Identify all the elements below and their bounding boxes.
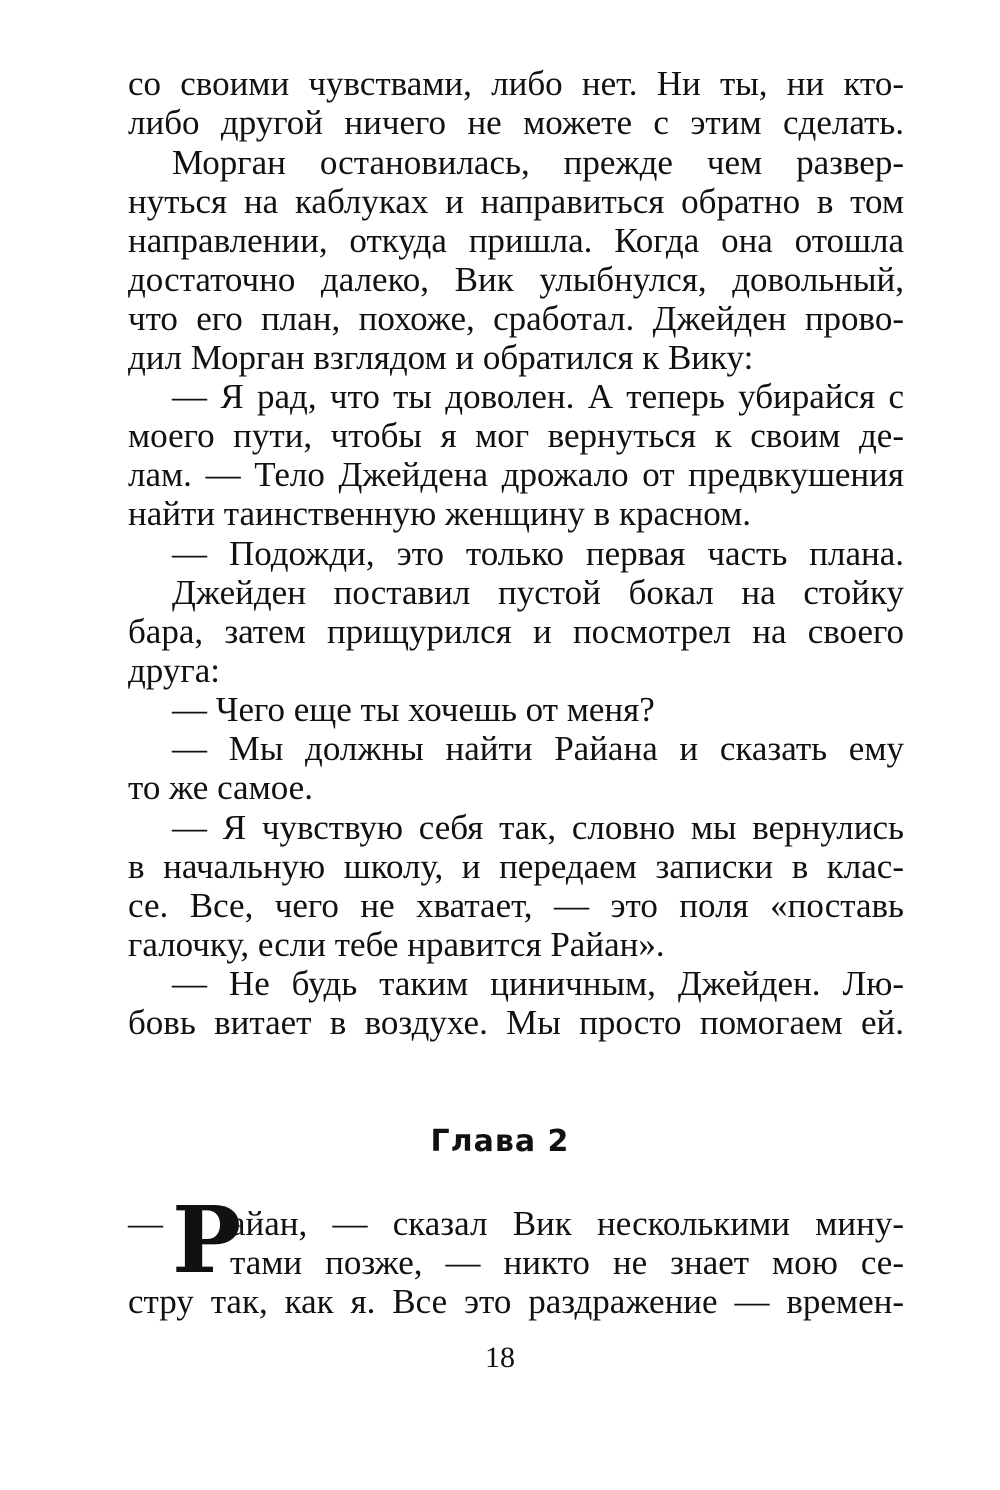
text-line: — Подожди, это только первая часть плана.	[172, 534, 904, 573]
text-line: дил Морган взглядом и обратился к Вику:	[128, 338, 754, 377]
text-line: друга:	[128, 651, 220, 690]
text-line: достаточно далеко, Вик улыбнулся, довольный,	[128, 260, 904, 299]
text-line: моего пути, чтобы я мог вернуться к своим де-	[128, 416, 904, 455]
page-number: 18	[485, 1341, 515, 1374]
text-line: тами позже, — никто не знает мою се-	[230, 1243, 904, 1282]
text-line: со своими чувствами, либо нет. Ни ты, ни кто-	[128, 64, 904, 103]
text-line: галочку, если тебе нравится Райан».	[128, 925, 665, 964]
text-line: — Не будь таким циничным, Джейден. Лю-	[172, 964, 904, 1003]
text-line: что его план, похоже, сработал. Джейден прово-	[128, 299, 904, 338]
text-line: стру так, как я. Все это раздражение — времен-	[128, 1282, 904, 1321]
text-line: — Я рад, что ты доволен. А теперь убирайся с	[172, 377, 904, 416]
text-line: — Мы должны найти Райана и сказать ему	[172, 729, 904, 768]
text-line: айан, — сказал Вик несколькими мину-	[230, 1204, 904, 1243]
text-line: бовь витает в воздухе. Мы просто помогаем ей.	[128, 1003, 904, 1042]
text-line: нуться на каблуках и направиться обратно в том	[128, 182, 904, 221]
text-line: се. Все, чего не хватает, — это поля «поставь	[128, 886, 904, 925]
text-line: — Я чувствую себя так, словно мы вернулись	[172, 808, 904, 847]
dialogue-dash: —	[128, 1204, 163, 1243]
text-line: в начальную школу, и передаем записки в клас-	[128, 847, 904, 886]
text-line: найти таинственную женщину в красном.	[128, 494, 751, 533]
text-line: бара, затем прищурился и посмотрел на своего	[128, 612, 904, 651]
text-line: лам. — Тело Джейдена дрожало от предвкушения	[128, 455, 904, 494]
text-line: Морган остановилась, прежде чем развер-	[172, 143, 904, 182]
text-line: Джейден поставил пустой бокал на стойку	[172, 573, 904, 612]
chapter-heading: Глава 2	[430, 1124, 570, 1159]
text-line: направлении, откуда пришла. Когда она отошла	[128, 221, 904, 260]
text-line: либо другой ничего не можете с этим сделать.	[128, 103, 904, 142]
text-line: — Чего еще ты хочешь от меня?	[172, 690, 655, 729]
drop-cap-letter: Р	[172, 1186, 242, 1294]
text-line: то же самое.	[128, 768, 313, 807]
